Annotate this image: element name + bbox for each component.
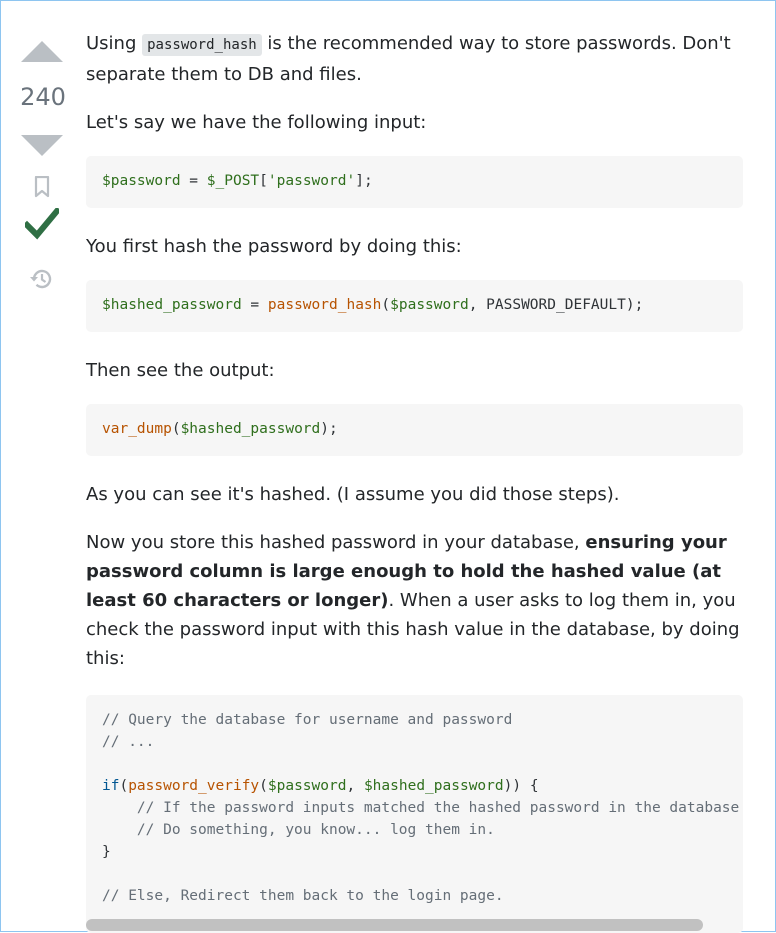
answer-body (86, 29, 743, 933)
answer-paragraph: As you can see it's hashed. (I assume you did those steps). (86, 484, 620, 505)
downvote-button[interactable] (21, 135, 63, 156)
upvote-button[interactable] (21, 41, 63, 62)
code-block-verify: // Query the database for username and password // ... if(password_verify($password, $hashed_password)) { // If the password inputs matched the hashed password in the database // Do something, you know... log them in. } // Else, Redirect them back to the login page. (86, 695, 743, 933)
code-block-hash: $hashed_password = password_hash($password, PASSWORD_DEFAULT); (86, 280, 743, 332)
code-scrollbar-thumb[interactable] (86, 919, 703, 931)
code-block-input: $password = $_POST['password']; (86, 156, 743, 208)
emphasis-text: ensuring your password column is large enough to hold the hashed value (at least 60 characters or longer) (86, 532, 727, 611)
code-scrollbar-track[interactable] (86, 919, 743, 931)
inline-code: password_hash (142, 34, 262, 56)
answer-paragraph: Now you store this hashed password in your database, ensuring your password column is large enough to hold the hashed value (at least 60 characters or longer). When a user asks to log them in, you check the password input with this hash value in the database, by doing this: (86, 532, 740, 669)
history-icon[interactable] (29, 267, 54, 291)
code-block-output: var_dump($hashed_password); (86, 404, 743, 456)
bookmark-icon[interactable] (34, 176, 50, 198)
answer-paragraph: Let's say we have the following input: (86, 112, 427, 133)
answer-paragraph: You first hash the password by doing this: (86, 236, 462, 257)
vote-count: 240 (20, 83, 66, 111)
answer-paragraph: Using password_hash is the recommended way to store passwords. Don't separate them to DB and files. (86, 33, 731, 85)
answer-paragraph: Then see the output: (86, 360, 275, 381)
checkmark-icon (25, 208, 59, 240)
